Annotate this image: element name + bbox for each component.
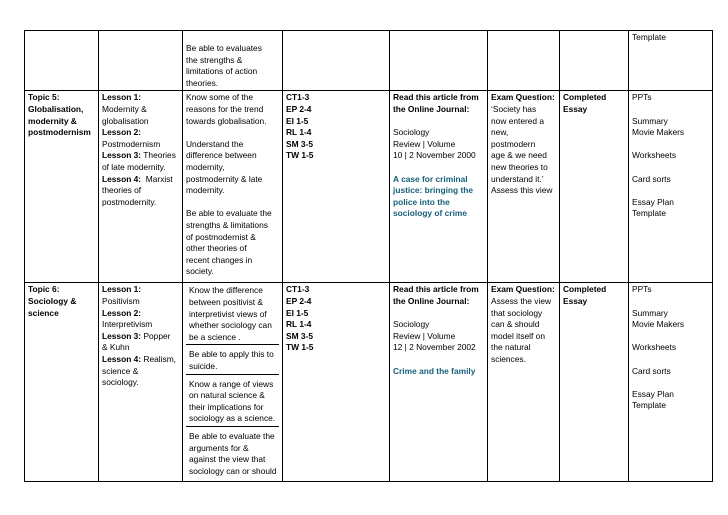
- objective-line: strengths & limitations: [186, 219, 268, 230]
- objective-block: [186, 284, 279, 345]
- lesson-text: Popper: [143, 330, 171, 341]
- lesson-text: Theories: [143, 150, 176, 161]
- objective-line: Be able to apply this to: [189, 349, 274, 360]
- article-title: sociology of crime: [393, 208, 467, 219]
- resource-line: Movie Makers: [632, 127, 685, 138]
- homework-line: Completed: [563, 92, 607, 103]
- lesson-label: Lesson 1:: [102, 284, 142, 295]
- resource-line: Summary: [632, 307, 668, 318]
- reading-heading: Read this article from: [393, 284, 479, 295]
- lesson-label: Lesson 3:: [102, 330, 142, 341]
- objective-line: difference between: [186, 150, 257, 161]
- lesson-text: & Kuhn: [102, 342, 130, 353]
- homework-line: Essay: [563, 295, 588, 306]
- exam-label: Exam Question:: [491, 284, 555, 295]
- journal-line: 10 | 2 November 2000: [393, 150, 476, 161]
- objective-line: modernity.: [186, 185, 225, 196]
- exam-label: Exam Question:: [491, 92, 555, 103]
- objective-line: their implications for: [189, 401, 264, 412]
- objective-line: suicide.: [189, 360, 218, 371]
- topic-line: Topic 6:: [28, 284, 60, 295]
- resources-cell: [629, 31, 713, 91]
- exam-text: now entered a: [491, 115, 545, 126]
- journal-line: Sociology: [393, 127, 430, 138]
- objective-line: Know some of the: [186, 92, 254, 103]
- homework-cell: [560, 31, 629, 91]
- exam-text: sciences.: [491, 353, 526, 364]
- lesson-text: globalisation: [102, 115, 149, 126]
- objective-line: Understand the: [186, 138, 244, 149]
- reading-heading: Read this article from: [393, 92, 479, 103]
- lessons-cell: [99, 283, 183, 482]
- skill-code: EI 1-5: [286, 115, 309, 126]
- skills-cell: [283, 91, 390, 283]
- topic-line: modernity &: [28, 115, 77, 126]
- objective-line: interpretivist views of: [189, 308, 267, 319]
- exam-text: new theories to: [491, 161, 548, 172]
- skill-code: EP 2-4: [286, 103, 312, 114]
- lesson-text: theories of: [102, 185, 142, 196]
- skill-code: EP 2-4: [286, 295, 312, 306]
- objective-line: reasons for the trend: [186, 103, 264, 114]
- article-title: justice: bringing the: [393, 185, 474, 196]
- lessons-cell: [99, 31, 183, 91]
- objective-line: Know the difference: [189, 285, 263, 296]
- resource-line: Essay Plan: [632, 388, 674, 399]
- topic-line: Sociology &: [28, 295, 77, 306]
- objective-line: sociology as a science.: [189, 413, 276, 424]
- topic-cell: [25, 31, 99, 91]
- lesson-label: Lesson 2:: [102, 307, 142, 318]
- lesson-text: sociology.: [102, 377, 139, 388]
- objective-line: limitations of action: [186, 66, 258, 77]
- topic-cell: [25, 91, 99, 283]
- objectives-cell: [183, 283, 283, 482]
- resource-line: Summary: [632, 115, 668, 126]
- topic-cell: [25, 283, 99, 482]
- objective-block: [186, 375, 279, 427]
- objective-line: society.: [186, 266, 214, 277]
- lesson-label: Lesson 4:: [102, 173, 142, 184]
- objective-line: against the view that: [189, 454, 266, 465]
- journal-line: 12 | 2 November 2002: [393, 342, 476, 353]
- lesson-text: Postmodernism: [102, 138, 161, 149]
- skill-code: SM 3-5: [286, 138, 313, 149]
- exam-cell: [488, 31, 560, 91]
- exam-text: can & should: [491, 319, 540, 330]
- resource-line: Template: [632, 400, 666, 411]
- homework-line: Completed: [563, 284, 607, 295]
- lesson-label: Lesson 1:: [102, 92, 142, 103]
- lesson-text: Modernity &: [102, 103, 147, 114]
- resource-line: Card sorts: [632, 365, 671, 376]
- topic-line: Topic 5:: [28, 92, 60, 103]
- objectives-cell: [183, 31, 283, 91]
- reading-cell: [390, 91, 488, 283]
- skill-code: CT1-3: [286, 284, 310, 295]
- homework-line: Essay: [563, 103, 588, 114]
- skill-code: CT1-3: [286, 92, 310, 103]
- reading-cell: [390, 31, 488, 91]
- exam-text: Assess this view: [491, 185, 553, 196]
- resource-line: PPTs: [632, 92, 652, 103]
- lesson-label: Lesson 4:: [102, 353, 142, 364]
- table-row: [25, 31, 713, 91]
- scheme-of-work-table: [24, 30, 713, 482]
- objectives-cell: [183, 91, 283, 283]
- skills-cell: [283, 283, 390, 482]
- objective-line: sociology can or should: [189, 465, 277, 476]
- resource-line: Template: [632, 32, 666, 42]
- resource-line: Card sorts: [632, 173, 671, 184]
- resource-line: Movie Makers: [632, 319, 685, 330]
- objective-line: between positivist &: [189, 296, 264, 307]
- objective-block: [186, 427, 279, 478]
- objective-line: other theories of: [186, 243, 247, 254]
- skill-code: RL 1-4: [286, 319, 312, 330]
- objective-block: [186, 345, 279, 374]
- objective-line: towards globalisation.: [186, 115, 267, 126]
- objective-line: Know a range of views: [189, 378, 274, 389]
- lesson-text: postmodernity.: [102, 196, 157, 207]
- exam-cell: [488, 283, 560, 482]
- resource-line: PPTs: [632, 284, 652, 295]
- journal-line: Review | Volume: [393, 138, 456, 149]
- objective-line: Be able to evaluates: [186, 43, 262, 53]
- skills-cell: [283, 31, 390, 91]
- exam-text: Assess the view: [491, 295, 552, 306]
- reading-heading: the Online Journal:: [393, 103, 470, 114]
- exam-text: the natural: [491, 342, 531, 353]
- resource-line: Worksheets: [632, 150, 677, 161]
- lesson-label: Lesson 2:: [102, 127, 142, 138]
- lesson-text: Positivism: [102, 295, 140, 306]
- resource-line: Worksheets: [632, 342, 677, 353]
- objective-line: Be able to evaluate the: [189, 430, 275, 441]
- objective-line: whether sociology can: [189, 320, 272, 331]
- exam-text: age & we need: [491, 150, 547, 161]
- resources-cell: [629, 91, 713, 283]
- resource-line: Template: [632, 208, 666, 219]
- topic-line: postmodernism: [28, 127, 91, 138]
- skill-code: RL 1-4: [286, 127, 312, 138]
- reading-cell: [390, 283, 488, 482]
- journal-line: Sociology: [393, 319, 430, 330]
- objective-line: be a science .: [189, 331, 241, 342]
- skill-code: EI 1-5: [286, 307, 309, 318]
- objective-line: on natural science &: [189, 390, 265, 401]
- resource-line: Essay Plan: [632, 196, 674, 207]
- article-title: Crime and the family: [393, 365, 476, 376]
- exam-cell: [488, 91, 560, 283]
- exam-text: understand it.’: [491, 173, 544, 184]
- homework-cell: [560, 283, 629, 482]
- journal-line: Review | Volume: [393, 330, 456, 341]
- lesson-text: Interpretivism: [102, 319, 153, 330]
- skill-code: TW 1-5: [286, 150, 314, 161]
- objective-line: of postmodernist &: [186, 231, 256, 242]
- table-row: [25, 283, 713, 482]
- resources-cell: [629, 283, 713, 482]
- objective-line: theories.: [186, 77, 219, 88]
- exam-text: postmodern: [491, 138, 536, 149]
- lesson-text: Realism,: [143, 353, 177, 364]
- exam-text: model itself on: [491, 330, 545, 341]
- objective-line: modernity,: [186, 161, 225, 172]
- exam-text: that sociology: [491, 307, 543, 318]
- objective-line: the strengths &: [186, 54, 243, 65]
- lessons-cell: [99, 91, 183, 283]
- objective-line: recent changes in: [186, 254, 253, 265]
- article-title: police into the: [393, 196, 450, 207]
- lesson-text: of late modernity.: [102, 161, 166, 172]
- exam-text: ‘Society has: [491, 103, 537, 114]
- article-title: A case for criminal: [393, 173, 468, 184]
- lesson-label: Lesson 3:: [102, 150, 142, 161]
- reading-heading: the Online Journal:: [393, 295, 470, 306]
- skill-code: TW 1-5: [286, 342, 314, 353]
- topic-line: science: [28, 307, 59, 318]
- exam-text: new,: [491, 127, 509, 138]
- homework-cell: [560, 91, 629, 283]
- objective-line: arguments for &: [189, 442, 249, 453]
- topic-line: Globalisation,: [28, 103, 84, 114]
- skill-code: SM 3-5: [286, 330, 313, 341]
- lesson-text: science &: [102, 365, 139, 376]
- objective-line: Be able to evaluate the: [186, 208, 272, 219]
- lesson-text: Marxist: [145, 173, 173, 184]
- table-row: [25, 91, 713, 283]
- objective-line: postmodernity & late: [186, 173, 263, 184]
